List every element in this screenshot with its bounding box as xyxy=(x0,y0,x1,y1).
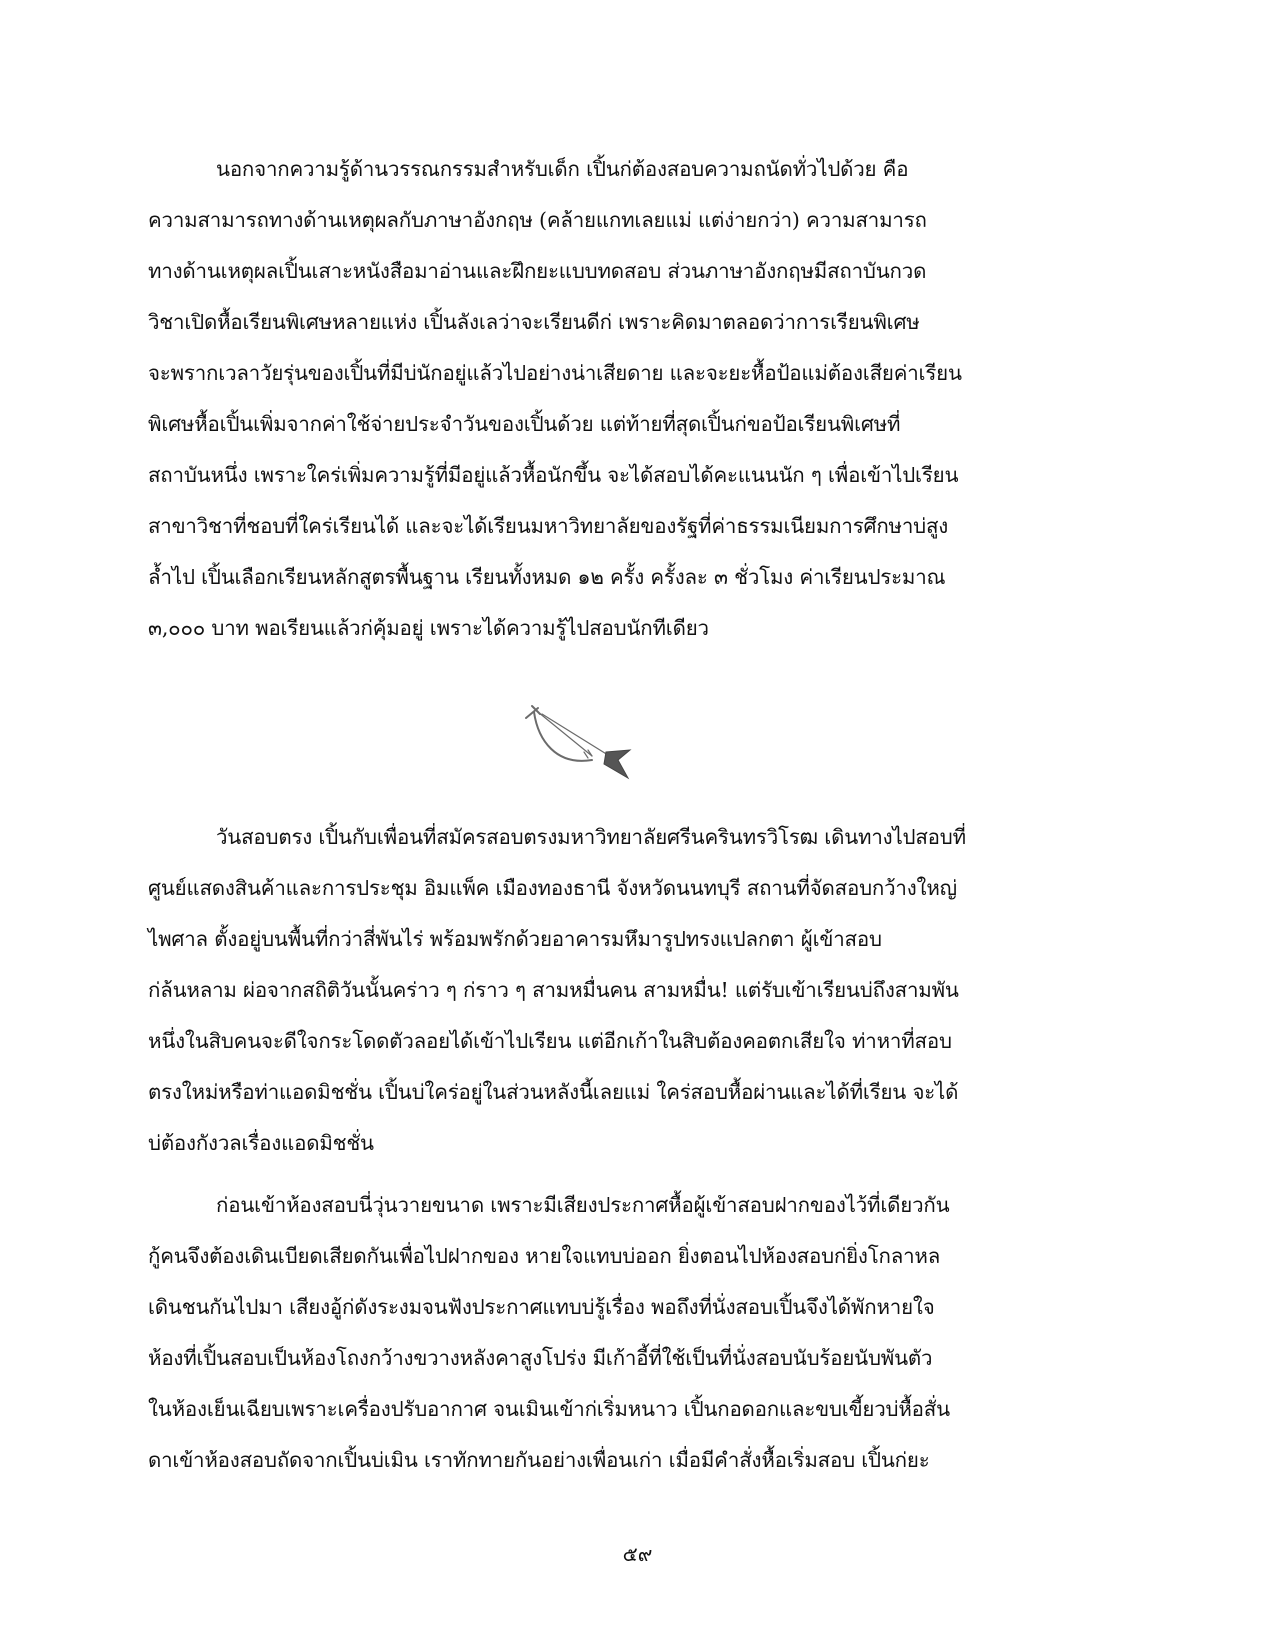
text-line: เดินชนกันไปมา เสียงอู้ก่ดังระงมจนฟังประกาศแทบบ่รู้เรื่อง พอถึงที่นั่งสอบเปิ้นจึงได้พักหายใจ xyxy=(148,1295,935,1319)
text-line: ล้ำไป เปิ้นเลือกเรียนหลักสูตรพื้นฐาน เรียนทั้งหมด ๑๒ ครั้ง ครั้งละ ๓ ชั่วโมง ค่าเรียนประมาณ xyxy=(148,565,946,589)
text-line: ในห้องเย็นเฉียบเพราะเครื่องปรับอากาศ จนเมินเข้าก่เริ่มหนาว เปิ้นกอดอกและขบเขี้ยวบ่หื้อสั่น xyxy=(148,1397,950,1421)
text-line: วันสอบตรง เปิ้นกับเพื่อนที่สมัครสอบตรงมหาวิทยาลัยศรีนครินทรวิโรฒ เดินทางไปสอบที่ xyxy=(216,825,966,849)
text-line: พิเศษหื้อเปิ้นเพิ่มจากค่าใช้จ่ายประจำวันของเปิ้นด้วย แต่ท้ายที่สุดเปิ้นก่ขอป้อเรียนพิเศษที่ xyxy=(148,412,901,436)
text-line: ดาเข้าห้องสอบถัดจากเปิ้นบ่เมิน เราทักทายกันอย่างเพื่อนเก่า เมื่อมีคำสั่งหื้อเริ่มสอบ เปิ้นก่ยะ xyxy=(148,1448,930,1472)
page-number: ๕๙ xyxy=(622,1542,653,1566)
text-line: ก่อนเข้าห้องสอบนี่วุ่นวายขนาด เพราะมีเสียงประกาศหื้อผู้เข้าสอบฝากของไว้ที่เดียวกัน xyxy=(216,1193,950,1217)
text-line: จะพรากเวลาวัยรุ่นของเปิ้นที่มีบ่นักอยู่แล้วไปอย่างน่าเสียดาย และจะยะหื้อป้อแม่ต้องเสียค่าเรียน xyxy=(148,361,962,385)
text-line: กู้คนจึงต้องเดินเบียดเสียดกันเพื่อไปฝากของ หายใจแทบบ่ออก ยิ่งตอนไปห้องสอบก่ยิ่งโกลาหล xyxy=(148,1244,941,1268)
text-line: วิชาเปิดหื้อเรียนพิเศษหลายแห่ง เปิ้นลังเลว่าจะเรียนดีก่ เพราะคิดมาตลอดว่าการเรียนพิเศษ xyxy=(148,310,920,334)
text-line: ห้องที่เปิ้นสอบเป็นห้องโถงกว้างขวางหลังคาสูงโปร่ง มีเก้าอี้ที่ใช้เป็นที่นั่งสอบนับร้อยนับพันตัว xyxy=(148,1346,933,1370)
text-line: ไพศาล ตั้งอยู่บนพื้นที่กว่าสี่พันไร่ พร้อมพรักด้วยอาคารมหึมารูปทรงแปลกตา ผู้เข้าสอบ xyxy=(148,927,882,951)
text-line: ความสามารถทางด้านเหตุผลกับภาษาอังกฤษ (คล้ายแกทเลยแม่ แต่ง่ายกว่า) ความสามารถ xyxy=(148,208,927,232)
text-line: สถาบันหนึ่ง เพราะใคร่เพิ่มความรู้ที่มีอยู่แล้วหื้อนักขึ้น จะได้สอบได้คะแนนนัก ๆ เพื่อเข้าไปเรียน xyxy=(148,463,959,487)
text-line: ก่ล้นหลาม ผ่อจากสถิติวันนั้นคร่าว ๆ ก่ราว ๆ สามหมื่นคน สามหมื่น! แต่รับเข้าเรียนบ่ถึงสามพัน xyxy=(148,978,959,1002)
text-line: ทางด้านเหตุผลเปิ้นเสาะหนังสือมาอ่านและฝึกยะแบบทดสอบ ส่วนภาษาอังกฤษมีสถาบันกวด xyxy=(148,259,927,283)
text-line: ๓,๐๐๐ บาท พอเรียนแล้วก่คุ้มอยู่ เพราะได้ความรู้ไปสอบนักทีเดียว xyxy=(148,616,709,640)
text-line: สาขาวิชาที่ชอบที่ใคร่เรียนได้ และจะได้เรียนมหาวิทยาลัยของรัฐที่ค่าธรรมเนียมการศึกษาบ่สูง xyxy=(148,514,949,538)
text-line: ศูนย์แสดงสินค้าและการประชุม อิมแพ็ค เมืองทองธานี จังหวัดนนทบุรี สถานที่จัดสอบกว้างใหญ่ xyxy=(148,876,957,900)
text-line: หนึ่งในสิบคนจะดีใจกระโดดตัวลอยได้เข้าไปเรียน แต่อีกเก้าในสิบต้องคอตกเสียใจ ท่าหาที่สอบ xyxy=(148,1029,952,1053)
text-line: นอกจากความรู้ด้านวรรณกรรมสำหรับเด็ก เปิ้นก่ต้องสอบความถนัดทั่วไปด้วย คือ xyxy=(216,157,909,181)
text-line: บ่ต้องกังวลเรื่องแอดมิชชั่น xyxy=(148,1131,374,1155)
bow-and-arrow-icon xyxy=(508,700,638,790)
text-line: ตรงใหม่หรือท่าแอดมิชชั่น เปิ้นบ่ใคร่อยู่ในส่วนหลังนี้เลยแม่ ใคร่สอบหื้อผ่านและได้ที่เรียน จะได้ xyxy=(148,1080,959,1104)
